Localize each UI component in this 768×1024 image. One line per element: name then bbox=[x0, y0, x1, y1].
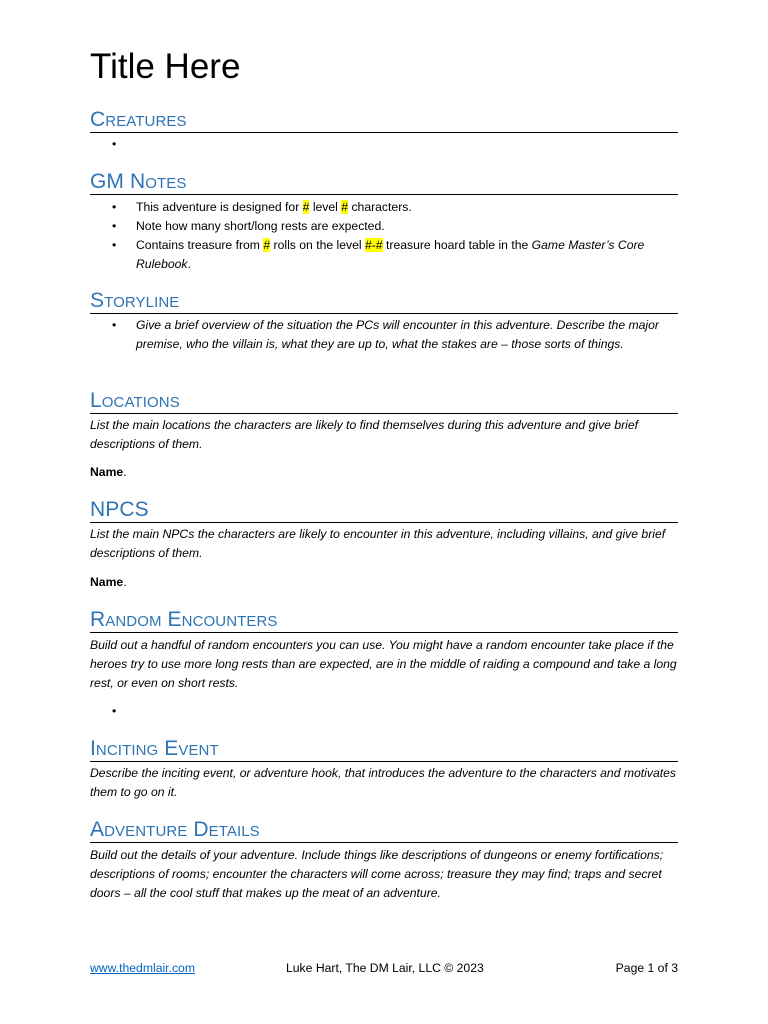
bullet: • bbox=[112, 238, 117, 252]
heading-inciting-event: Inciting Event bbox=[90, 737, 678, 762]
random-encounters-description: Build out a handful of random encounters you can use. You might have a random encounter take place if the heroes try to use more long rests than are expected, are in the middle of raiding a compound and take a long rest, or even on short rests. bbox=[90, 638, 677, 690]
bullet: • bbox=[112, 704, 117, 718]
text: This adventure is designed for bbox=[136, 200, 303, 214]
npcs-description: List the main NPCs the characters are likely to encounter in this adventure, including villains, and give brief descriptions of them. bbox=[90, 527, 666, 560]
list-item bbox=[90, 217, 678, 236]
book-title: Game Master’s Core Rulebook bbox=[136, 238, 645, 271]
bullet: • bbox=[112, 219, 117, 233]
copyright-text: Luke Hart, The DM Lair, LLC © 2023 bbox=[286, 961, 484, 975]
list-item bbox=[90, 316, 678, 354]
document-page bbox=[90, 0, 678, 1024]
gm-notes-list bbox=[90, 198, 678, 274]
text: . bbox=[123, 465, 127, 479]
highlight-placeholder: # bbox=[341, 200, 349, 214]
list-item bbox=[90, 236, 678, 274]
creatures-list bbox=[90, 135, 678, 154]
name-label: Name bbox=[90, 575, 124, 589]
text: Contains treasure from bbox=[136, 238, 264, 252]
bullet: • bbox=[112, 200, 117, 214]
highlight-placeholder: #-# bbox=[364, 238, 383, 252]
page-number: Page 1 of 3 bbox=[615, 961, 678, 975]
list-item bbox=[90, 135, 678, 154]
text: treasure hoard table in the bbox=[382, 238, 532, 252]
bullet: • bbox=[112, 137, 117, 151]
heading-locations: Locations bbox=[90, 389, 678, 414]
highlight-placeholder: # bbox=[302, 200, 310, 214]
heading-gm-notes: GM Notes bbox=[90, 170, 678, 195]
heading-creatures: Creatures bbox=[90, 108, 678, 133]
text: characters. bbox=[348, 200, 412, 214]
text: Note how many short/long rests are expected. bbox=[136, 219, 385, 233]
list-item bbox=[90, 702, 678, 721]
heading-npcs: NPCS bbox=[90, 498, 678, 523]
bullet: • bbox=[112, 318, 117, 332]
list-item bbox=[90, 198, 678, 217]
heading-storyline: Storyline bbox=[90, 289, 678, 314]
text: Give a brief overview of the situation the PCs will encounter in this adventure. Describe the major premise, who the villain is, what they are up to, what the stakes are – those sorts of things. bbox=[136, 318, 659, 351]
text: level bbox=[309, 200, 342, 214]
text: rolls on the level bbox=[270, 238, 365, 252]
text: . bbox=[187, 257, 191, 271]
locations-name-entry bbox=[90, 463, 678, 482]
page-title: Title Here bbox=[90, 47, 241, 86]
random-encounters-list bbox=[90, 702, 678, 721]
heading-random-encounters: Random Encounters bbox=[90, 608, 678, 633]
heading-adventure-details: Adventure Details bbox=[90, 818, 678, 843]
storyline-list bbox=[90, 316, 678, 354]
name-label: Name bbox=[90, 465, 124, 479]
adventure-details-description: Build out the details of your adventure. Include things like descriptions of dungeons or enemy fortifications; descriptions of rooms; encounter the characters will come across; treasure they may find; traps and secret doors – all the cool stuff that makes up the meat of an adventure. bbox=[90, 848, 664, 900]
highlight-placeholder: # bbox=[263, 238, 271, 252]
npcs-name-entry bbox=[90, 573, 678, 592]
inciting-event-description: Describe the inciting event, or adventure hook, that introduces the adventure to the characters and motivates them to go on it. bbox=[90, 766, 677, 799]
text: . bbox=[123, 575, 127, 589]
locations-description: List the main locations the characters are likely to find themselves during this adventure and give brief descriptions of them. bbox=[90, 418, 639, 451]
website-link[interactable]: www.thedmlair.com bbox=[90, 961, 195, 975]
